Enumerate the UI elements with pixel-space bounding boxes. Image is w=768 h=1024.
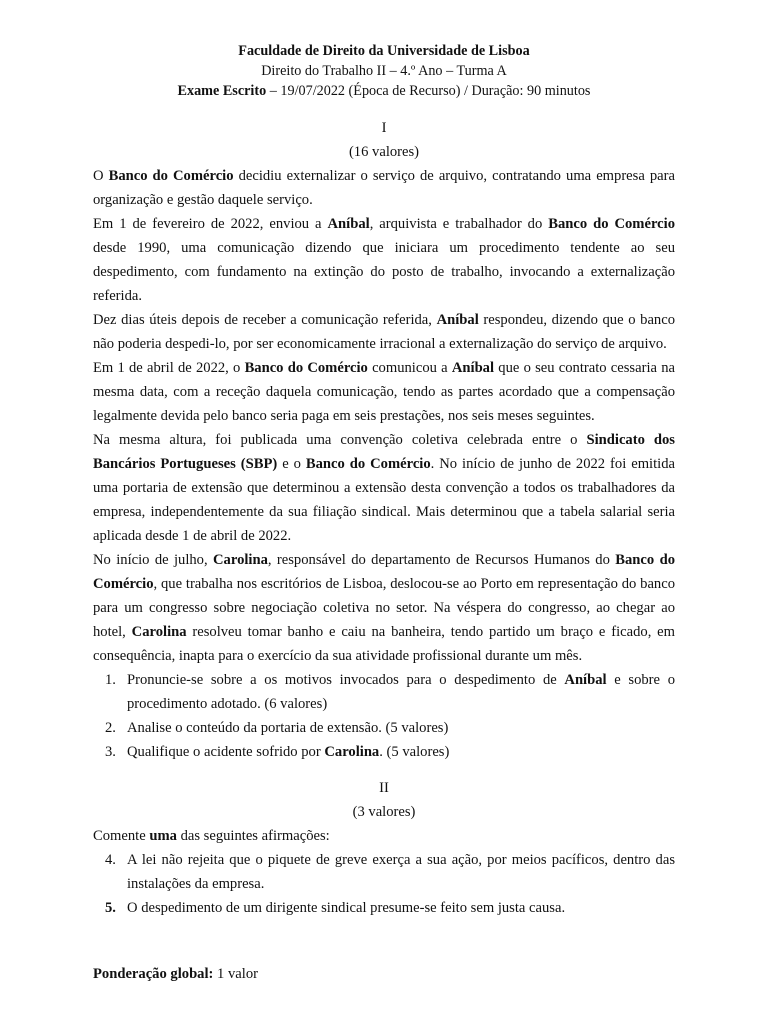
paragraph-1: O Banco do Comércio decidiu externalizar o serviço de arquivo, contratando uma empresa para organização e gestão daquele serviço. [93,168,675,208]
section-1-body [93,164,675,764]
exam-date-duration: – 19/07/2022 (Época de Recurso) / Duração: 90 minutos [266,83,591,99]
paragraph-3: Dez dias úteis depois de receber a comunicação referida, Aníbal respondeu, dizendo que o banco não poderia despedi-lo, por ser economicamente irracional a externalização do serviço de arquivo. [93,312,675,352]
course-line: Direito do Trabalho II – 4.º Ano – Turma A [261,63,507,79]
question-3: 3. Qualifique o acidente sofrido por Carolina. (5 valores) [105,744,450,760]
exam-info-line [0,81,768,101]
exam-type: Exame Escrito [177,83,267,99]
faculty-title: Faculdade de Direito da Universidade de Lisboa [238,43,530,59]
question-4: 4. A lei não rejeita que o piquete de greve exerça a sua ação, por meios pacíficos, dentro das instalações da empresa. [105,852,675,892]
exam-header [0,41,768,101]
section-2-questions [93,848,675,920]
global-weighting-label: Ponderação global: [93,966,214,982]
paragraph-4: Em 1 de abril de 2022, o Banco do Comércio comunicou a Aníbal que o seu contrato cessaria na mesma data, com a receção daquela comunicação, tendo as partes acordado que a compensação legalmente devida pelo banco seria paga em seis prestações, nos seis meses seguintes. [93,360,675,424]
section-2-points: (3 valores) [352,804,416,820]
question-5: 5. O despedimento de um dirigente sindical presume-se feito sem justa causa. [105,900,566,916]
global-weighting [93,962,258,986]
section-2-numeral: II [379,780,389,796]
paragraph-2: Em 1 de fevereiro de 2022, enviou a Aníbal, arquivista e trabalhador do Banco do Comércio desde 1990, uma comunicação dizendo que iniciara um procedimento tendente ao seu despedimento, com fundamento na extinção do posto de trabalho, invocando a externalização referida. [93,216,675,304]
global-weighting-value: 1 valor [213,966,258,982]
section-2-body [93,824,675,920]
question-2: 2. Analise o conteúdo da portaria de extensão. (5 valores) [105,720,449,736]
paragraph-5: Na mesma altura, foi publicada uma convenção coletiva celebrada entre o Sindicato dos Bancários Portugueses (SBP) e o Banco do Comércio. No início de junho de 2022 foi emitida uma portaria de extensão que determinou a extensão desta convenção a todos os trabalhadores da empresa, independentemente da sua filiação sindical. Mais determinou que a tabela salarial seria aplicada desde 1 de abril de 2022. [93,432,675,544]
question-1: 1. Pronuncie-se sobre a os motivos invocados para o despedimento de Aníbal e sobre o procedimento adotado. (6 valores) [105,672,675,712]
section-1-questions [93,668,675,764]
paragraph-6: No início de julho, Carolina, responsável do departamento de Recursos Humanos do Banco do Comércio, que trabalha nos escritórios de Lisboa, deslocou-se ao Porto em representação do banco para um congresso sobre negociação coletiva no setor. Na véspera do congresso, ao chegar ao hotel, Carolina resolveu tomar banho e caiu na banheira, tendo partido um braço e ficado, em consequência, inapta para o exercício da sua atividade profissional durante um mês. [93,552,675,664]
section-2-intro: Comente uma das seguintes afirmações: [93,828,330,844]
section-1-points: (16 valores) [348,144,420,160]
section-1-numeral: I [381,120,387,136]
